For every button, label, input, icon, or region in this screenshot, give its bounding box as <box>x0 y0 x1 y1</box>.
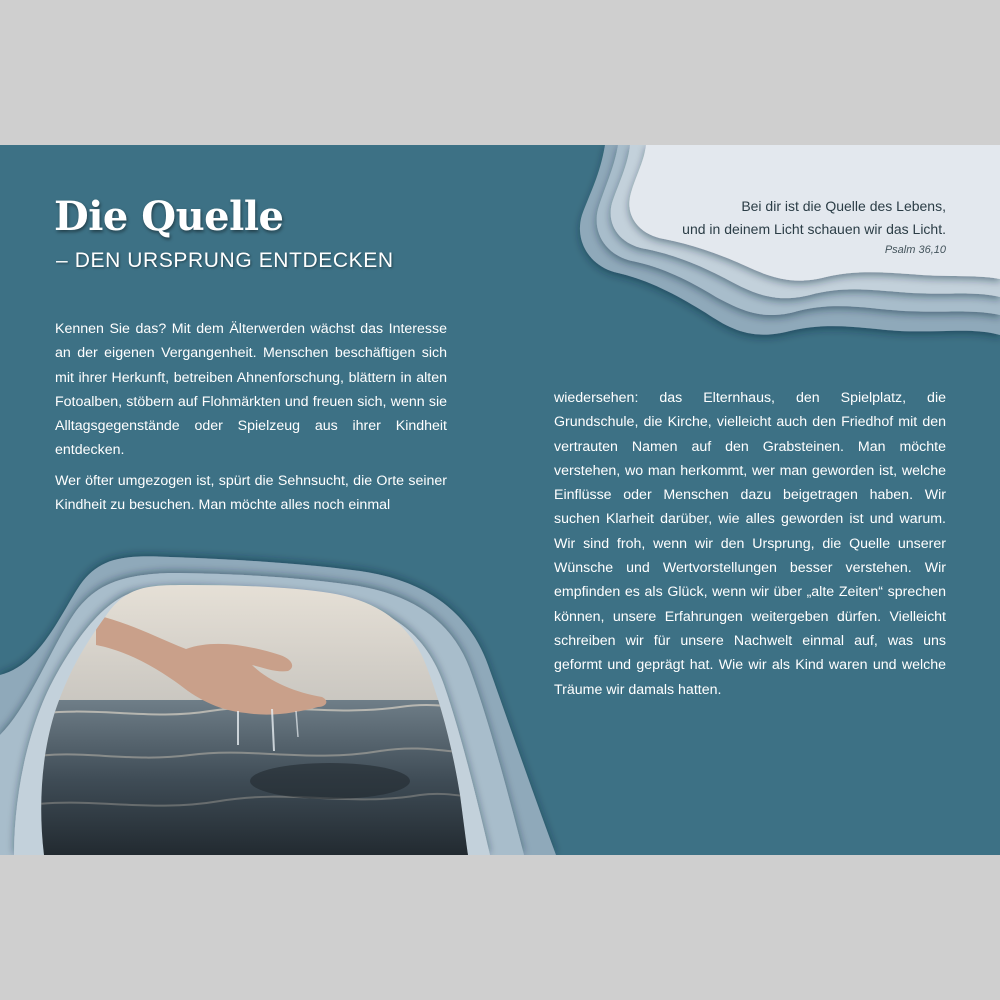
book-spread <box>0 145 1000 855</box>
bible-quote <box>616 195 946 256</box>
page-subtitle: – DEN URSPRUNG ENTDECKEN <box>56 249 394 272</box>
page-title: Die Quelle <box>54 193 284 240</box>
right-paragraph-1: wiedersehen: das Elternhaus, den Spielplatz, die Grundschule, die Kirche, vielleicht auch den Friedhof mit den vertrauten Namen auf den Grabsteinen. Man möchte verstehen, wo man herkommt, wer man geworden ist, welche Einflüsse oder Menschen dazu beigetragen haben. Wir suchen Klarheit darüber, wie alles geworden ist und warum. Wir sind froh, wenn wir den Ursprung, die Quelle unserer Wünsche und Wertvorstellungen besser verstehen. Wir empfinden es als Glück, wenn wir über „alte Zeiten“ sprechen können, unsere Erfahrungen weitergeben dürfen. Vielleicht schreiben wir für unsere Nachwelt einmal auf, was uns geformt und geprägt hat. Wie wir als Kind waren und welche Träume wir damals hatten. <box>554 390 946 698</box>
quote-line-1: Bei dir ist die Quelle des Lebens, <box>741 198 946 214</box>
right-text-column <box>554 386 946 708</box>
left-text-column <box>55 317 447 523</box>
quote-reference: Psalm 36,10 <box>884 244 946 256</box>
left-paragraph-2: Wer öfter umgezogen ist, spürt die Sehnsucht, die Orte seiner Kindheit zu besuchen. Man möchte alles noch einmal <box>55 472 447 514</box>
left-paragraph-1: Kennen Sie das? Mit dem Älterwerden wächst das Interesse an der eigenen Vergangenheit. Menschen beschäftigen sich mit ihrer Herkunft, betreiben Ahnenforschung, blättern in alten Fotoalben, stöbern auf Flohmärkten und freuen sich, wenn sie Alltagsgegenstände oder Spielzeug aus ihrer Kindheit entdecken. <box>55 321 447 459</box>
quote-line-2: und in deinem Licht schauen wir das Licht. <box>682 221 946 237</box>
